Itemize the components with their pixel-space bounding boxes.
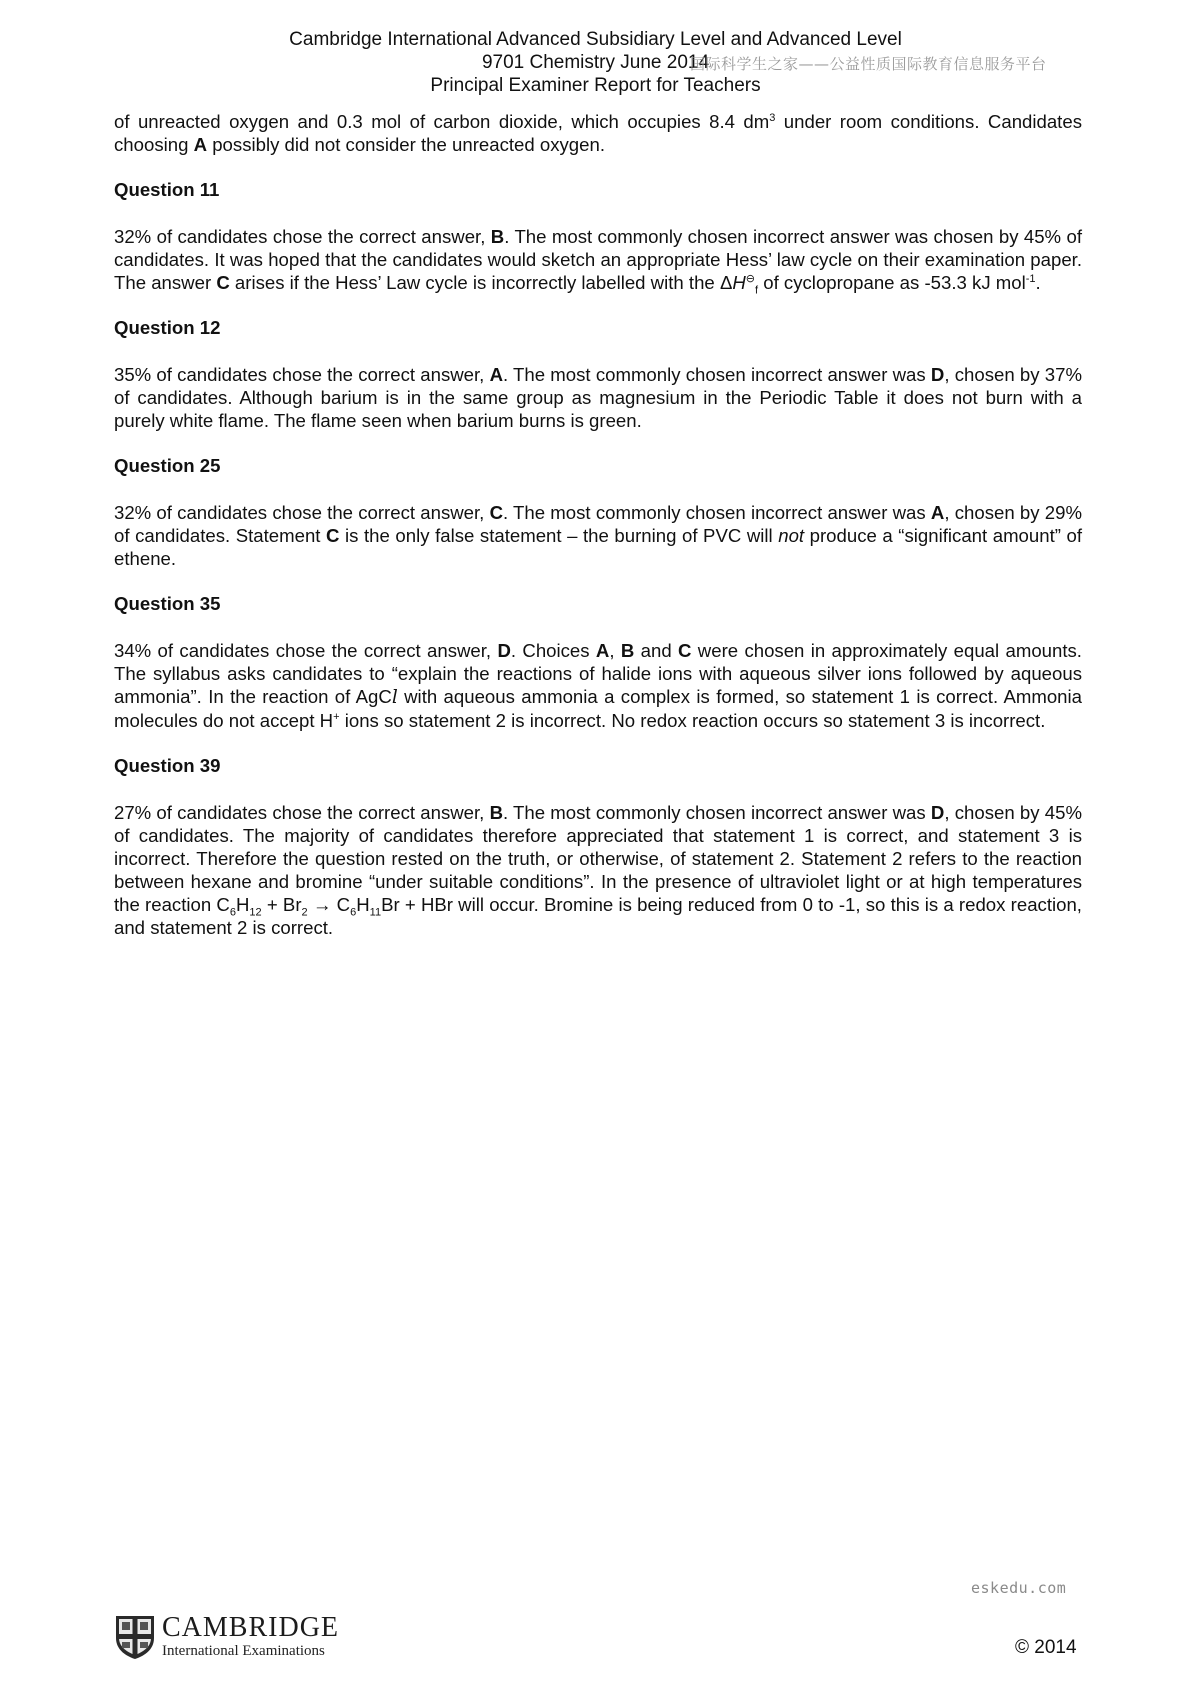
question-25-text: 32% of candidates chose the correct answer, C. The most commonly chosen incorrect answer was A, chosen by 29% of candidates. Statement C is the only false statement – the burning of PVC will not produce a “significant amount” of ethene. (114, 502, 1082, 569)
header-report-type: Principal Examiner Report for Teachers (430, 75, 761, 96)
question-12-text: 35% of candidates chose the correct answer, A. The most commonly chosen incorrect answer was D, chosen by 37% of candidates. Although barium is in the same group as magnesium in the Periodic Table it does not burn with a purely white flame. The flame seen when barium burns is green. (114, 364, 1082, 431)
watermark-text: 国际科学生之家——公益性质国际教育信息服务平台 (690, 55, 1047, 73)
question-39-text: 27% of candidates chose the correct answer, B. The most commonly chosen incorrect answer was D, chosen by 45% of candidates. The majority of candidates therefore appreciated that statement 1 is correct, and statement 3 is incorrect. Therefore the question rested on the truth, or otherwise, of statement 2. Statement 2 refers to the reaction between hexane and bromine “under suitable conditions”. In the presence of ultraviolet light or at high temperatures the reaction $C_6H_{12} + Br_2 \to C_6H_{11}Br$ + HBr will occur. Bromine is being reduced from 0 to -1, so this is a redox reaction, and statement 2 is correct. (114, 802, 1082, 938)
crest-icon (114, 1614, 156, 1660)
footer-site-watermark: eskedu.com (971, 1579, 1067, 1597)
header-title: Cambridge International Advanced Subsidiary Level and Advanced Level (289, 29, 902, 50)
logo-wordmark: CAMBRIDGE (162, 1612, 340, 1643)
intro-paragraph: of unreacted oxygen and 0.3 mol of carbon dioxide, which occupies 8.4 $dm^3$ under room conditions. Candidates choosing A possibly did not consider the unreacted oxygen. (114, 111, 1082, 155)
cambridge-logo (114, 1614, 339, 1660)
question-39-heading: Question 39 (114, 755, 221, 776)
report-body (114, 110, 1082, 939)
question-11-heading: Question 11 (114, 179, 220, 200)
question-35-text: 34% of candidates chose the correct answer, D. Choices A, B and C were chosen in approximately equal amounts. The syllabus asks candidates to “explain the reactions of halide ions with aqueous silver ions followed by aqueous ammonia”. In the reaction of AgCl with aqueous ammonia a complex is formed, so statement 1 is correct. Ammonia molecules do not accept H+ ions so statement 2 is incorrect. No redox reaction occurs so statement 3 is incorrect. (114, 640, 1082, 731)
question-11-text: 32% of candidates chose the correct answer, B. The most commonly chosen incorrect answer was chosen by 45% of candidates. It was hoped that the candidates would sketch an appropriate Hess’ law cycle on their examination paper. The answer C arises if the Hess’ Law cycle is incorrectly labelled with the $\Delta H^⊖_f$ of cyclopropane as -53.3 kJ mol$^{-1}$. (114, 226, 1082, 297)
question-25-heading: Question 25 (114, 455, 221, 476)
copyright-notice: © 2014 (1015, 1637, 1077, 1658)
question-12-heading: Question 12 (114, 317, 221, 338)
header-syllabus: 9701 Chemistry June 2014 (481, 52, 710, 73)
logo-subtitle: International Examinations (162, 1643, 325, 1659)
question-35-heading: Question 35 (114, 593, 221, 614)
